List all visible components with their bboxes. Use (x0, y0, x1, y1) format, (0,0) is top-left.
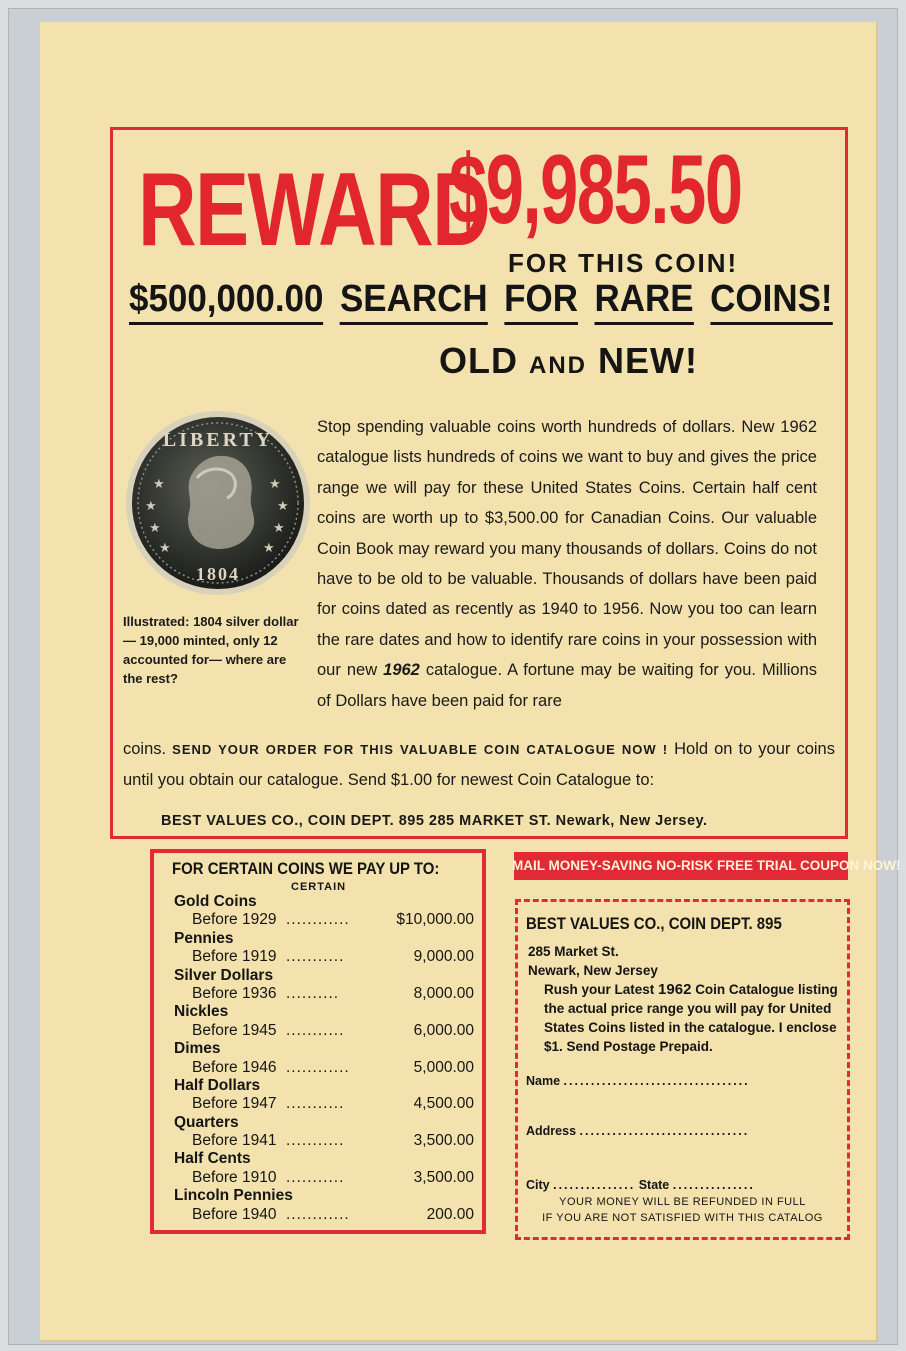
price-category: Half Cents (174, 1150, 251, 1168)
coin-legend: LIBERTY (162, 429, 274, 451)
body-year: 1962 (383, 661, 420, 680)
price-category: Pennies (174, 929, 234, 947)
coupon-text (528, 942, 846, 1056)
star-icon: ★ (273, 520, 285, 535)
coupon-city: Newark, New Jersey (528, 963, 658, 978)
address-label: Address (526, 1124, 577, 1138)
refund-line-1: YOUR MONEY WILL BE REFUNDED IN FULL (559, 1196, 806, 1208)
name-blank: .................................. (563, 1074, 750, 1088)
price-row (174, 948, 474, 966)
star-icon: ★ (153, 476, 165, 491)
coin-caption: Illustrated: 1804 silver dollar — 19,000 minted, only 12 accounted for— where are the rest? (123, 614, 299, 686)
city-blank: ............... (553, 1178, 636, 1192)
price-leader-dots: ............ (286, 1205, 350, 1223)
new-word: NEW! (598, 340, 699, 381)
coupon-banner: MAIL MONEY-SAVING NO-RISK FREE TRIAL COUPON NOW! (512, 850, 850, 882)
reward-ad-box (110, 127, 848, 839)
ad-body-text (317, 412, 817, 716)
coupon-street: 285 Market St. (528, 944, 619, 959)
price-before-year: Before 1946 (192, 1058, 277, 1076)
price-row (174, 1059, 474, 1077)
price-value: 3,500.00 (413, 1132, 474, 1150)
price-category: Gold Coins (174, 893, 257, 910)
price-category: Nickles (174, 1003, 229, 1021)
reward-headline: REWARD (138, 152, 490, 268)
coupon-title: BEST VALUES CO., COIN DEPT. 895 (526, 914, 782, 933)
reward-amount: $9,985.50 (449, 134, 742, 244)
price-leader-dots: ........... (286, 948, 345, 966)
price-leader-dots: ............ (286, 1058, 350, 1076)
price-row (174, 911, 474, 929)
body-paragraph-end: Hold on to your coins until you obtain our catalogue. Send $1.00 for newest Coin Catalogue to: (123, 740, 835, 790)
old-word: OLD (439, 340, 518, 381)
send-order-text: SEND YOUR ORDER FOR THIS VALUABLE COIN CATALOGUE NOW ! (172, 742, 669, 757)
price-category: Half Dollars (174, 1076, 261, 1094)
state-blank: ............... (672, 1178, 755, 1192)
search-headline (129, 278, 833, 320)
price-row (174, 1132, 474, 1150)
city-state-field[interactable] (526, 1178, 755, 1192)
price-leader-dots: ........... (286, 1168, 345, 1186)
price-before-year: Before 1929 (192, 911, 277, 929)
price-table-box (150, 849, 486, 1234)
price-category: Lincoln Pennies (174, 1187, 293, 1205)
price-table-title: FOR CERTAIN COINS WE PAY UP TO: (172, 859, 440, 878)
company-address: BEST VALUES CO., COIN DEPT. 895 285 MARKET ST. Newark, New Jersey. (161, 813, 708, 829)
price-value: 200.00 (426, 1205, 474, 1223)
trial-coupon[interactable] (515, 899, 850, 1240)
price-before-year: Before 1941 (192, 1132, 277, 1150)
search-rare: RARE (595, 278, 694, 325)
price-leader-dots: ........... (286, 1132, 345, 1150)
comic-back-cover (40, 22, 901, 1342)
state-label: State (638, 1178, 670, 1192)
price-value: 6,000.00 (413, 1021, 474, 1039)
price-before-year: Before 1919 (192, 948, 277, 966)
price-value: 3,500.00 (413, 1168, 474, 1186)
price-before-year: Before 1945 (192, 1021, 277, 1039)
coin-illustration (123, 408, 313, 598)
refund-line-2: IF YOU ARE NOT SATISFIED WITH THIS CATALOG (542, 1212, 823, 1224)
price-value: $10,000.00 (396, 911, 474, 929)
coupon-rush-text (528, 980, 846, 1056)
body-paragraph-1: Stop spending valuable coins worth hundreds of dollars. New 1962 catalogue lists hundreds of coins we want to buy and gives the price range we will pay for these United States Coins. Certain half cent coins are worth up to $3,500.00 for Canadian Coins. Our valuable Coin Book may reward you many thousands of dollars. Coins do not have to be old to be valuable. Thousands of dollars have been paid for coins dated as recently as 1940 to 1956. Now you too can learn the rare dates and how to identify rare coins in your possession with our new (317, 418, 817, 680)
price-leader-dots: ............ (286, 911, 350, 929)
price-category: Dimes (174, 1040, 221, 1058)
search-amount: $500,000.00 (129, 278, 323, 325)
star-icon: ★ (263, 540, 275, 555)
rush-year: 1962 (658, 981, 692, 998)
and-word: AND (529, 352, 588, 379)
search-coins: COINS! (710, 278, 832, 325)
price-value: 9,000.00 (413, 948, 474, 966)
price-category: Quarters (174, 1113, 239, 1131)
star-icon: ★ (269, 476, 281, 491)
price-category: Silver Dollars (174, 966, 274, 984)
address-field[interactable] (526, 1124, 749, 1138)
for-this-coin-text: FOR THIS COIN! (508, 248, 739, 278)
old-and-new-headline (439, 340, 698, 382)
search-word: SEARCH (340, 278, 488, 325)
name-field[interactable] (526, 1074, 750, 1088)
price-before-year: Before 1940 (192, 1205, 277, 1223)
price-before-year: Before 1936 (192, 984, 277, 1002)
price-leader-dots: ........... (286, 1095, 345, 1113)
price-list (174, 893, 474, 1224)
price-row (174, 1095, 474, 1113)
star-icon: ★ (277, 498, 289, 513)
ad-body-continued (123, 734, 835, 796)
address-blank: ............................... (579, 1124, 750, 1138)
price-value: 4,500.00 (413, 1095, 474, 1113)
coin-year: 1804 (196, 564, 240, 584)
star-icon: ★ (149, 520, 161, 535)
search-for: FOR (504, 278, 578, 325)
price-before-year: Before 1947 (192, 1095, 277, 1113)
star-icon: ★ (159, 540, 171, 555)
coins-word: coins. (123, 740, 167, 758)
rush-part-2: Coin Catalogue listing the actual price range you will pay for United States Coins listed in the catalogue. I enclose $1. Send Postage Prepaid. (544, 982, 838, 1054)
body-paragraph-2: catalogue. A fortune may be waiting for you. Millions of Dollars have been paid for rare (317, 661, 817, 710)
price-value: 8,000.00 (413, 984, 474, 1002)
price-leader-dots: ........... (286, 1021, 345, 1039)
price-row (174, 1022, 474, 1040)
rush-part-1: Rush your Latest (544, 982, 655, 997)
name-label: Name (526, 1074, 561, 1088)
price-before-year: Before 1910 (192, 1168, 277, 1186)
price-table-subtitle: CERTAIN (291, 881, 347, 893)
price-row (174, 1169, 474, 1187)
price-value: 5,000.00 (413, 1058, 474, 1076)
city-label: City (526, 1178, 550, 1192)
price-row (174, 1206, 474, 1224)
price-row (174, 985, 474, 1003)
star-icon: ★ (145, 498, 157, 513)
price-leader-dots: .......... (286, 984, 340, 1002)
